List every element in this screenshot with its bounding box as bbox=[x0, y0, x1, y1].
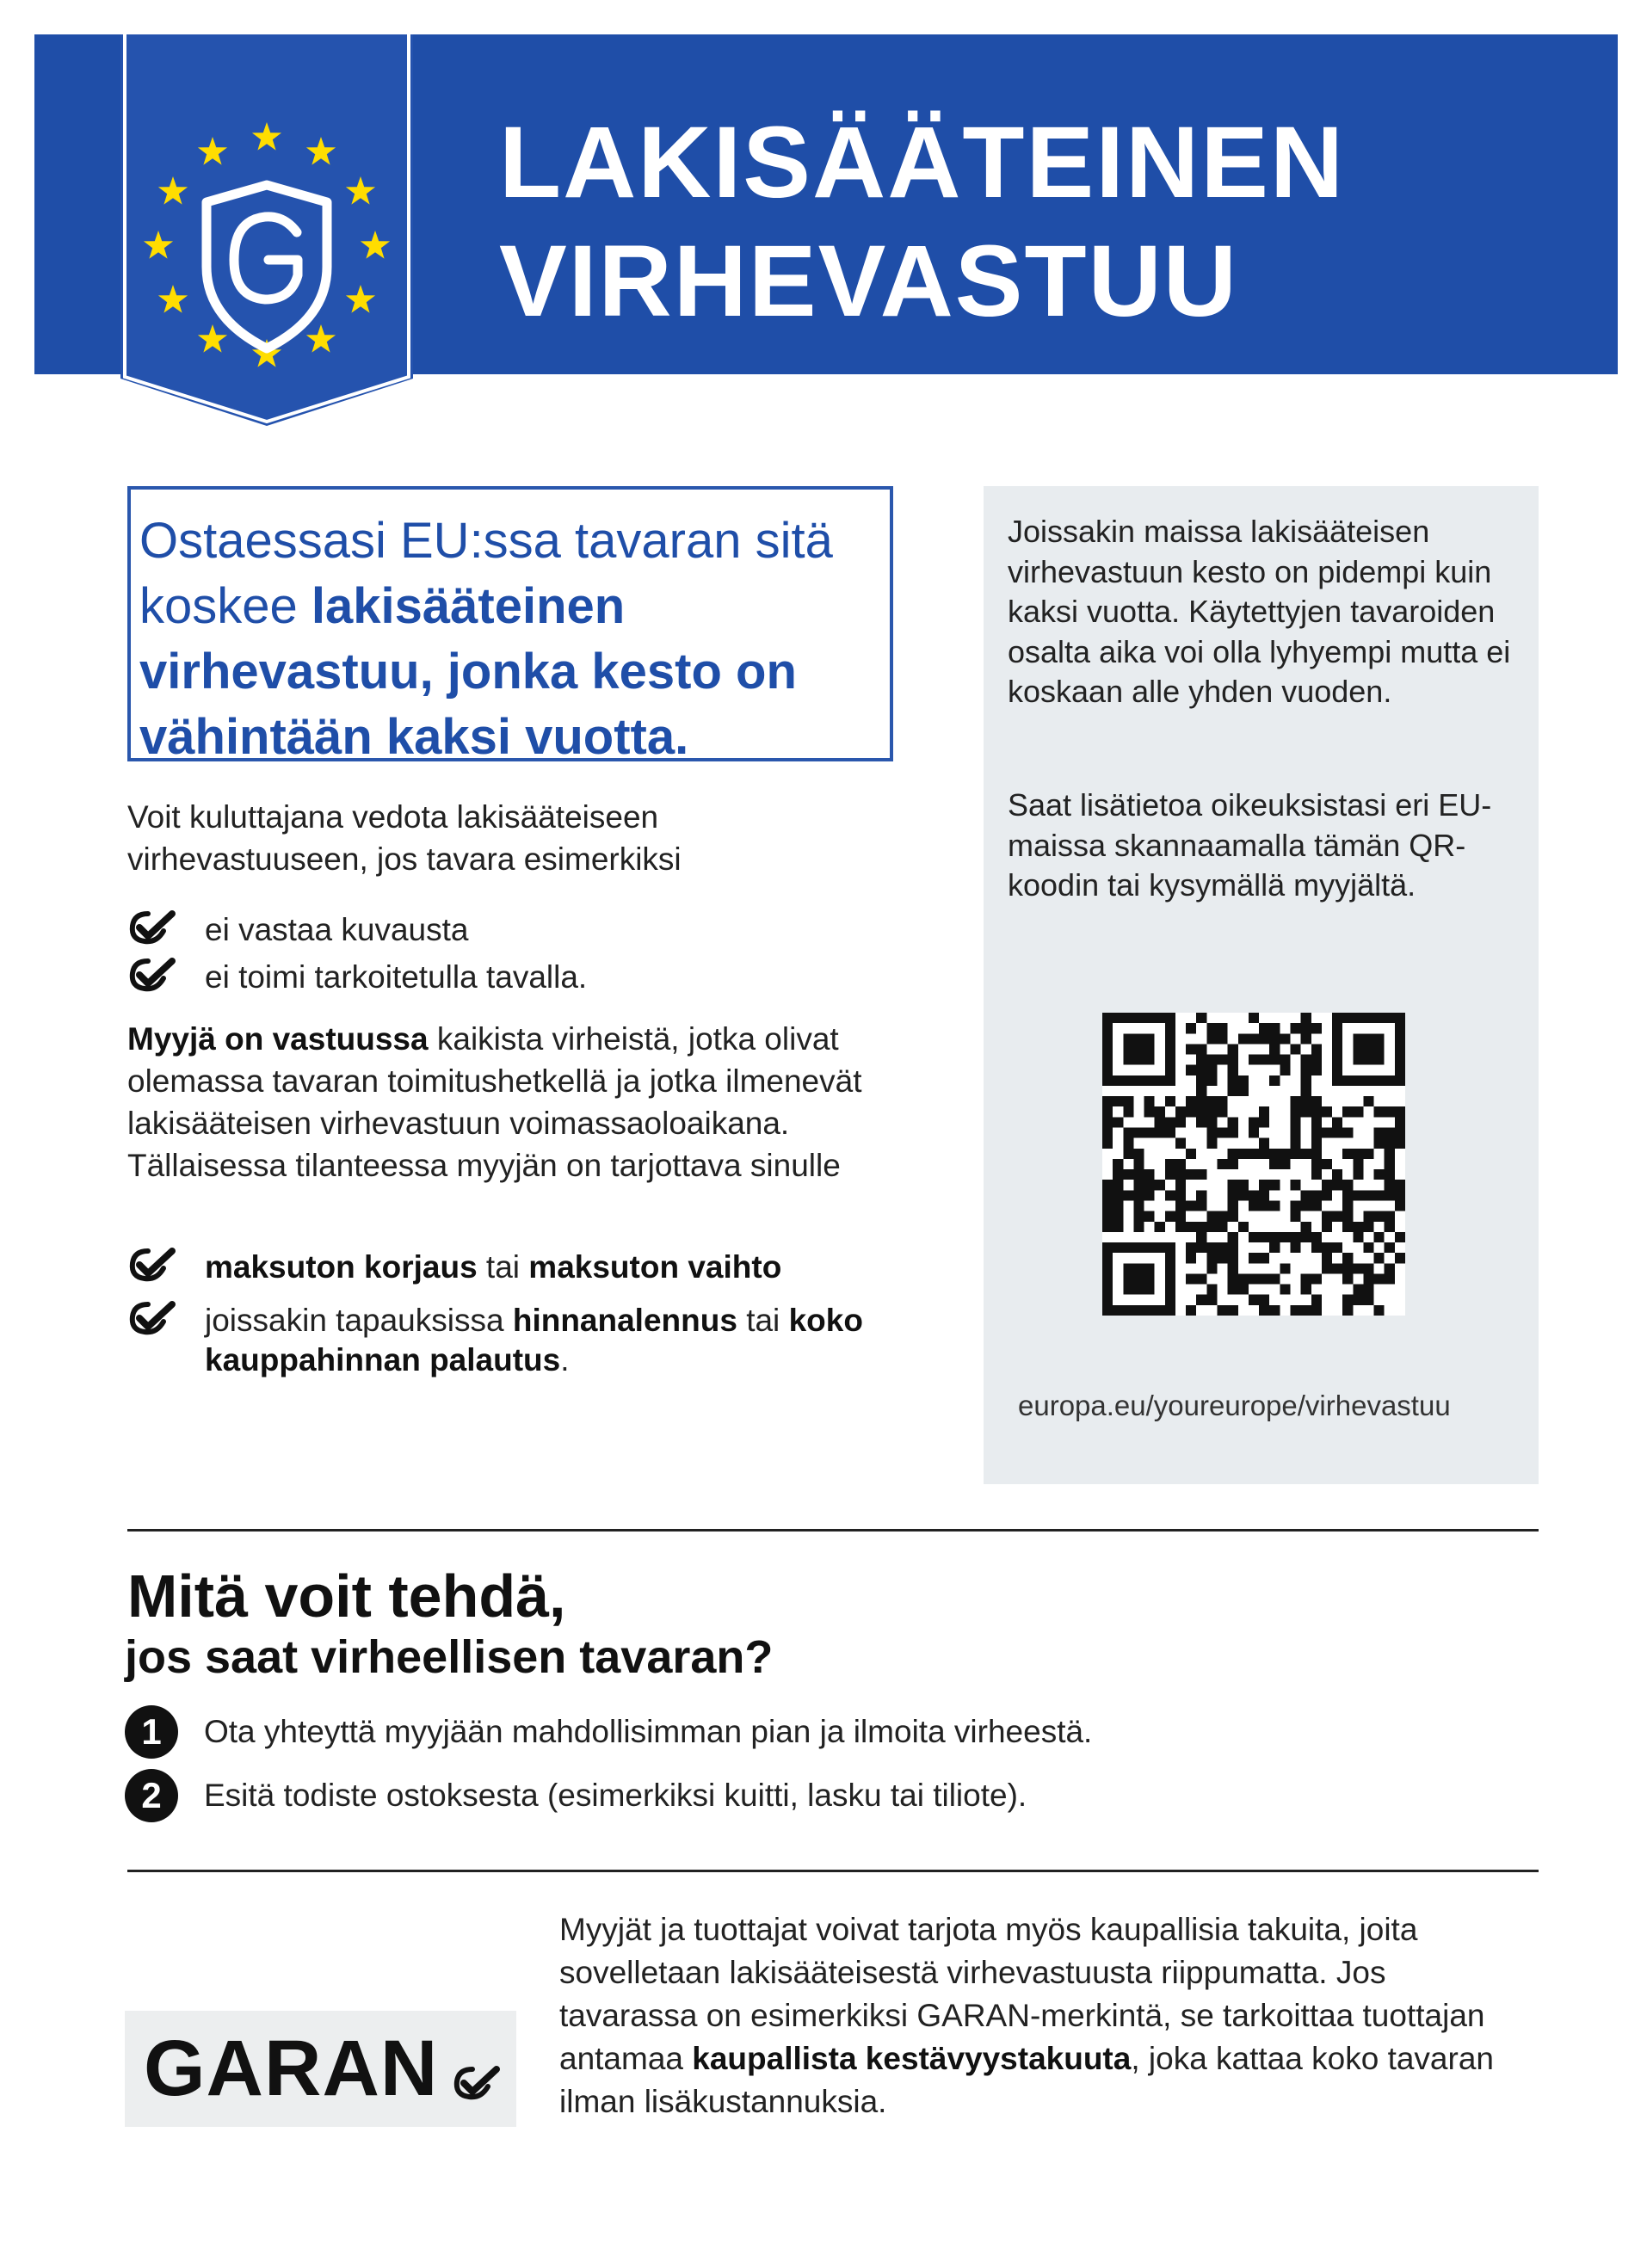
step-number-badge: 2 bbox=[125, 1769, 178, 1822]
divider bbox=[127, 1529, 1539, 1532]
intro-callout bbox=[127, 486, 893, 765]
g-shield-icon bbox=[120, 34, 413, 426]
commercial-guarantee-text: Myyjät ja tuottajat voivat tarjota myös kaupallisia takuita, joita sovelletaan lakisääteisestä virhevastuusta riippumatta. Jos tavarassa on esimerkiksi GARAN-merkintä, se tarkoittaa tuottajan antamaa kaupallista kestävyystakuuta, joka kattaa koko tavaran ilman lisäkustannuksia. bbox=[559, 1912, 1494, 2119]
title-line-2: VIRHEVASTUU bbox=[499, 225, 1239, 338]
step-text: Ota yhteyttä myyjään mahdollisimman pian ja ilmoita virheestä. bbox=[204, 1714, 1093, 1749]
garan-logo bbox=[125, 2011, 516, 2127]
page-title bbox=[499, 103, 1345, 341]
checkmark-icon bbox=[127, 1299, 179, 1340]
checkmark-icon bbox=[127, 909, 179, 950]
steps-heading: Mitä voit tehdä, bbox=[127, 1562, 566, 1630]
step-number-badge: 1 bbox=[125, 1705, 178, 1759]
step-item bbox=[125, 1705, 1092, 1759]
step-text: Esitä todiste ostoksesta (esimerkiksi kuitti, lasku tai tiliote). bbox=[204, 1778, 1027, 1813]
garan-logo-text: GARAN bbox=[144, 2025, 439, 2112]
sidebar-qr-text: Saat lisätietoa oikeuksistasi eri EU-maissa skannaamalla tämän QR-koodin tai kysymällä myyjältä. bbox=[1008, 787, 1492, 903]
checkmark-icon bbox=[452, 2064, 503, 2104]
condition-item: ei toimi tarkoitetulla tavalla. bbox=[127, 958, 587, 997]
step-item bbox=[125, 1769, 1027, 1822]
checkmark-icon bbox=[127, 1246, 179, 1287]
intro-bold: lakisääteinen virhevastuu, jonka kesto on vähintään kaksi vuotta. bbox=[139, 578, 797, 765]
qr-code-icon[interactable] bbox=[1100, 1013, 1408, 1316]
remedy-item: maksuton korjaus tai maksuton vaihto bbox=[127, 1248, 781, 1287]
rights-lead: Voit kuluttajana vedota lakisääteiseen virhevastuuseen, jos tavara esimerkiksi bbox=[127, 799, 682, 877]
intro-text: Ostaessasi EU:ssa tavaran sitä koskee lakisääteinen virhevastuu, jonka kesto on vähintään kaksi vuotta. bbox=[139, 513, 833, 765]
divider bbox=[127, 1870, 1539, 1872]
sidebar-url-link[interactable]: europa.eu/youreurope/virhevastuu bbox=[1018, 1390, 1451, 1421]
remedy-item: joissakin tapauksissa hinnanalennus tai koko kauppahinnan palautus. bbox=[127, 1301, 893, 1380]
seller-paragraph: Myyjä on vastuussa kaikista virheistä, jotka olivat olemassa tavaran toimitushetkellä ja jotka ilmenevät lakisääteisen virhevastuun voimassaoloaikana. Tällaisessa tilanteessa myyjän on tarjottava sinulle bbox=[127, 1021, 862, 1183]
checkmark-icon bbox=[127, 956, 179, 997]
steps-subheading: jos saat virheellisen tavaran? bbox=[125, 1631, 774, 1683]
info-sidebar bbox=[984, 486, 1539, 1484]
title-line-1: LAKISÄÄTEINEN bbox=[499, 106, 1346, 219]
condition-item: ei vastaa kuvausta bbox=[127, 910, 468, 950]
sidebar-duration-text: Joissakin maissa lakisääteisen virhevastuun kesto on pidempi kuin kaksi vuotta. Käytettyjen tavaroiden osalta aika voi olla lyhyempi mutta ei koskaan alle yhden vuoden. bbox=[1008, 514, 1511, 709]
